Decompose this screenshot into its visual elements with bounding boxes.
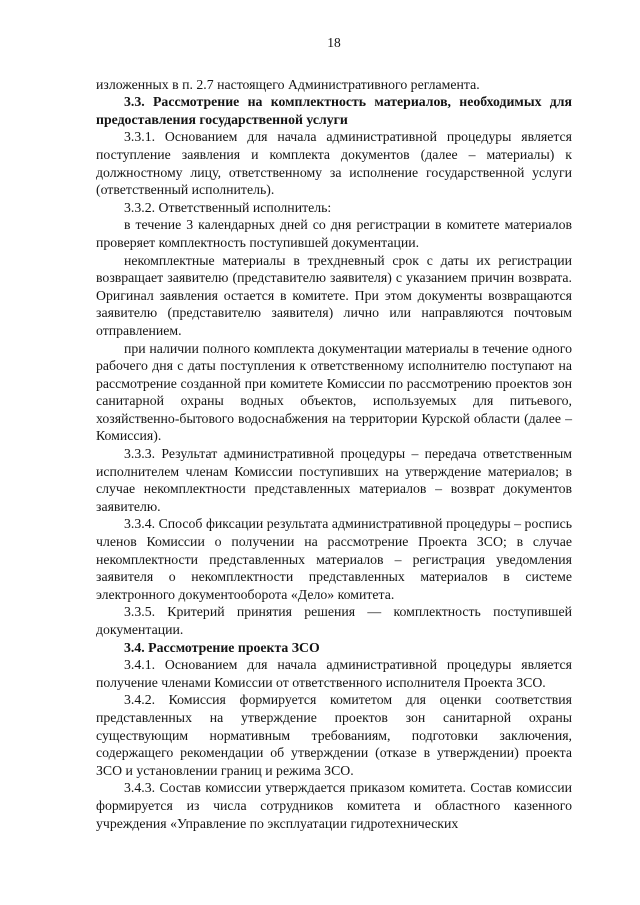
paragraph: при наличии полного комплекта документации материалы в течение одного рабочего дня с даты поступления к ответственному исполнителю поступают на рассмотрение созданной при комитете Комиссии по рассмотрению проектов зон санитарной охраны водных объектов, используемых для питьевого, хозяйственно-бытового водоснабжения на территории Курской области (далее – Комиссия).: [96, 340, 572, 444]
paragraph: 3.3.2. Ответственный исполнитель:: [124, 199, 332, 215]
paragraph: 3.3.3. Результат административной процедуры – передача ответственным исполнителем членам Комиссии поступивших на утверждение материалов; в случае некомплектности представленных материалов – возврат документов заявителю.: [96, 446, 572, 514]
page-number: 18: [327, 35, 341, 50]
paragraph: 3.3.4. Способ фиксации результата административной процедуры – роспись членов Комиссии о получении на рассмотрение Проекта ЗСО; в случае некомплектности представленных материалов – регистрация уведомления заявителя о некомплектности представленных материалов в системе электронного документооборота «Дело» комитета.: [96, 516, 572, 602]
section-heading: 3.3. Рассмотрение на комплектность материалов, необходимых для предоставления государственной услуги: [96, 94, 572, 127]
paragraph: 3.4.1. Основанием для начала административной процедуры является получение членами Комиссии от ответственного исполнителя Проекта ЗСО.: [96, 657, 572, 690]
paragraph: 3.4.2. Комиссия формируется комитетом для оценки соответствия представленных на утверждение проектов зон санитарной охраны существующим нормативным требованиям, подготовки заключения, содержащего рекомендации об утверждении (отказе в утверждении) проекта ЗСО и установлении границ и режима ЗСО.: [96, 692, 572, 778]
paragraph: 3.3.1. Основанием для начала административной процедуры является поступление заявления и комплекта документов (далее – материалы) к должностному лицу, ответственному за исполнение государственной услуги (ответственный исполнитель).: [96, 129, 572, 198]
document-body: [96, 76, 572, 833]
paragraph: 3.4.3. Состав комиссии утверждается приказом комитета. Состав комиссии формируется из числа сотрудников комитета и областного казенного учреждения «Управление по эксплуатации гидротехнических: [96, 780, 572, 831]
paragraph: изложенных в п. 2.7 настоящего Административного регламента.: [96, 76, 480, 92]
paragraph: 3.3.5. Критерий принятия решения — комплектность поступившей документации.: [96, 604, 572, 637]
section-heading: 3.4. Рассмотрение проекта ЗСО: [124, 639, 320, 655]
paragraph: некомплектные материалы в трехдневный срок с даты их регистрации возвращает заявителю (представителю заявителя) с указанием причин возврата. Оригинал заявления остается в комитете. При этом документы возвращаются заявителю (представителю заявителя) лично или направляются почтовым отправлением.: [96, 252, 572, 338]
paragraph: в течение 3 календарных дней со дня регистрации в комитете материалов проверяет комплектность поступившей документации.: [96, 217, 572, 250]
